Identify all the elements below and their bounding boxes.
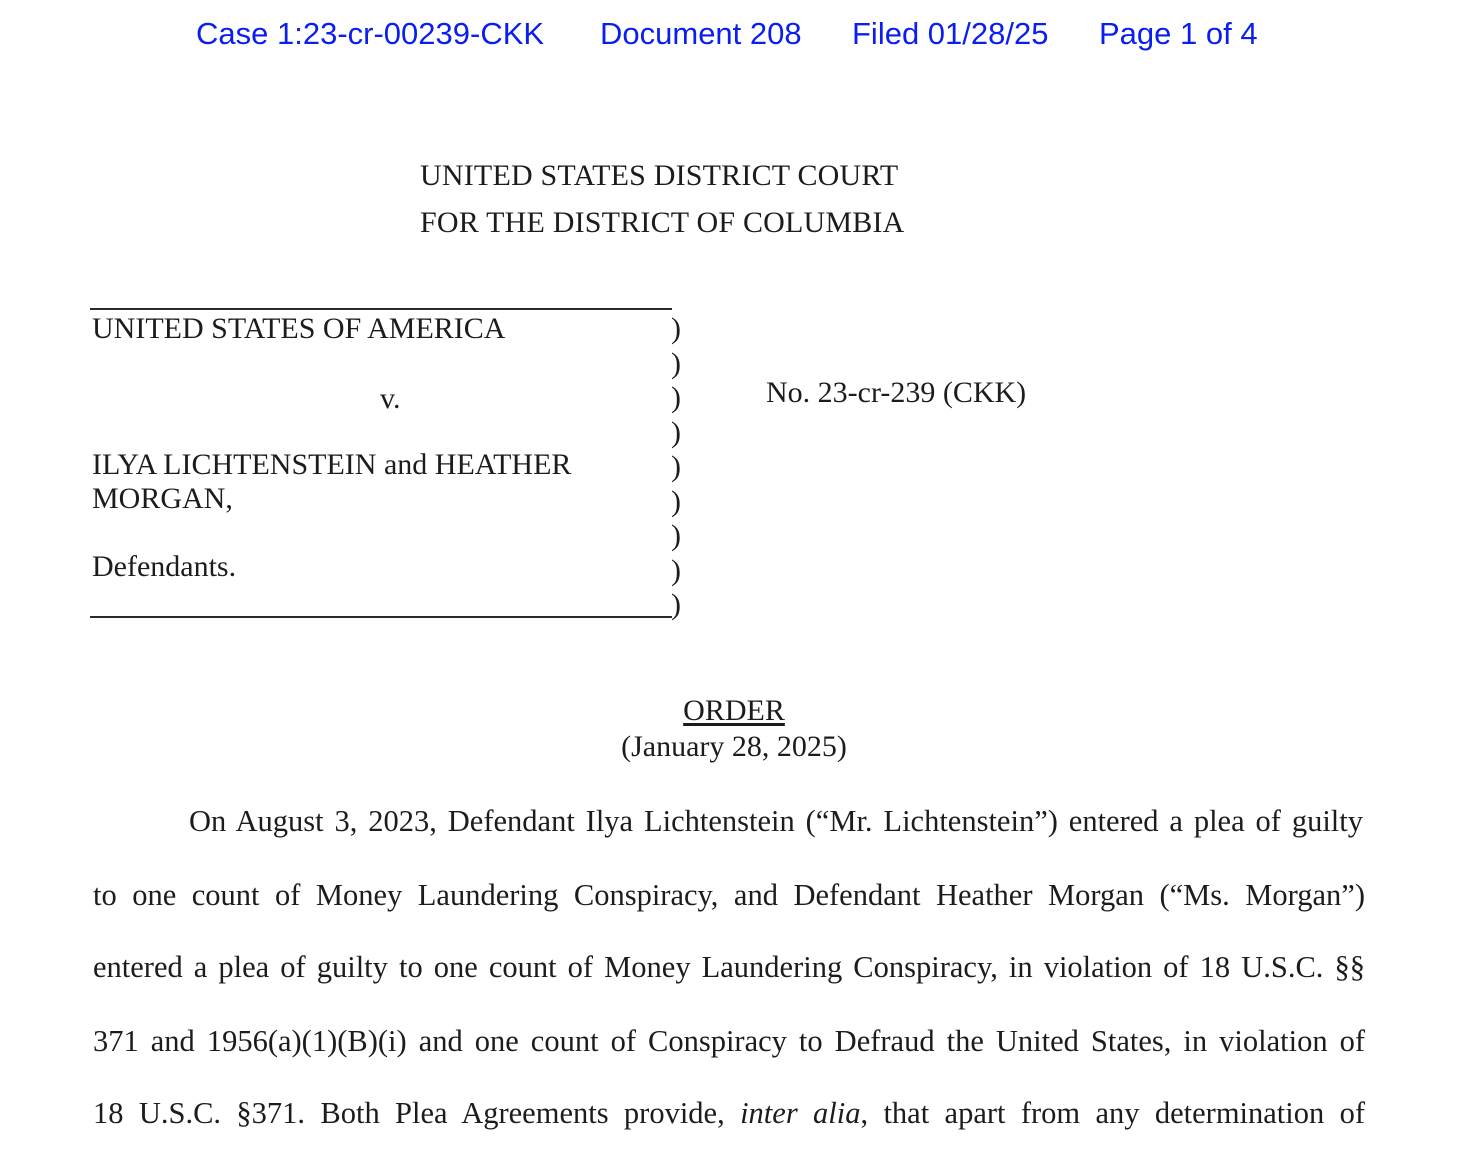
defendants-names-line1: ILYA LICHTENSTEIN and HEATHER: [92, 448, 572, 481]
versus-label: v.: [380, 382, 401, 415]
caption-paren: ): [671, 450, 681, 483]
caption-paren: ): [671, 553, 681, 587]
caption-paren: ): [671, 484, 681, 518]
order-date: (January 28, 2025): [621, 730, 847, 763]
defendants-label: Defendants.: [92, 550, 237, 583]
caption-top-rule: [90, 308, 672, 310]
plaintiff-name: UNITED STATES OF AMERICA: [92, 312, 506, 345]
case-number-stamp: Case 1:23-cr-00239-CKK: [196, 16, 545, 51]
caption-paren: ): [671, 312, 681, 345]
caption-paren-column: [664, 312, 688, 623]
italic-phrase: inter alia: [740, 1096, 861, 1130]
caption-paren: ): [671, 588, 681, 621]
body-text-line: On August 3, 2023, Defendant Ilya Lichtenstein (“Mr. Lichtenstein”) entered a plea of guilty: [189, 804, 1363, 838]
caption-paren: ): [671, 381, 681, 414]
body-text-line: [93, 1096, 1365, 1131]
court-name: UNITED STATES DISTRICT COURT: [420, 159, 899, 192]
caption-paren: ): [671, 519, 681, 552]
order-title: ORDER: [683, 694, 785, 727]
court-district: FOR THE DISTRICT OF COLUMBIA: [420, 206, 905, 239]
caption-bottom-rule: [90, 616, 672, 618]
docket-number: No. 23-cr-239 (CKK): [766, 376, 1027, 409]
page-count-stamp: Page 1 of 4: [1099, 16, 1258, 51]
defendants-names-line2: MORGAN,: [92, 482, 233, 515]
body-text-line: entered a plea of guilty to one count of Money Laundering Conspiracy, in violation of 18 U.S.C. §§: [93, 950, 1365, 984]
body-text-segment: , that apart from any determination of: [860, 1096, 1366, 1130]
filed-date-stamp: Filed 01/28/25: [852, 16, 1049, 51]
body-text-line: 371 and 1956(a)(1)(B)(i) and one count of Conspiracy to Defraud the United States, in violation of: [93, 1024, 1365, 1058]
caption-paren: ): [671, 415, 681, 449]
body-text-line: to one count of Money Laundering Conspiracy, and Defendant Heather Morgan (“Ms. Morgan”): [93, 878, 1365, 912]
body-text-segment: 18 U.S.C. §371. Both Plea Agreements provide,: [93, 1096, 725, 1130]
document-number-stamp: Document 208: [600, 16, 802, 51]
caption-paren: ): [671, 346, 681, 380]
ecf-filing-header: [0, 16, 1478, 60]
court-heading: [420, 152, 905, 246]
